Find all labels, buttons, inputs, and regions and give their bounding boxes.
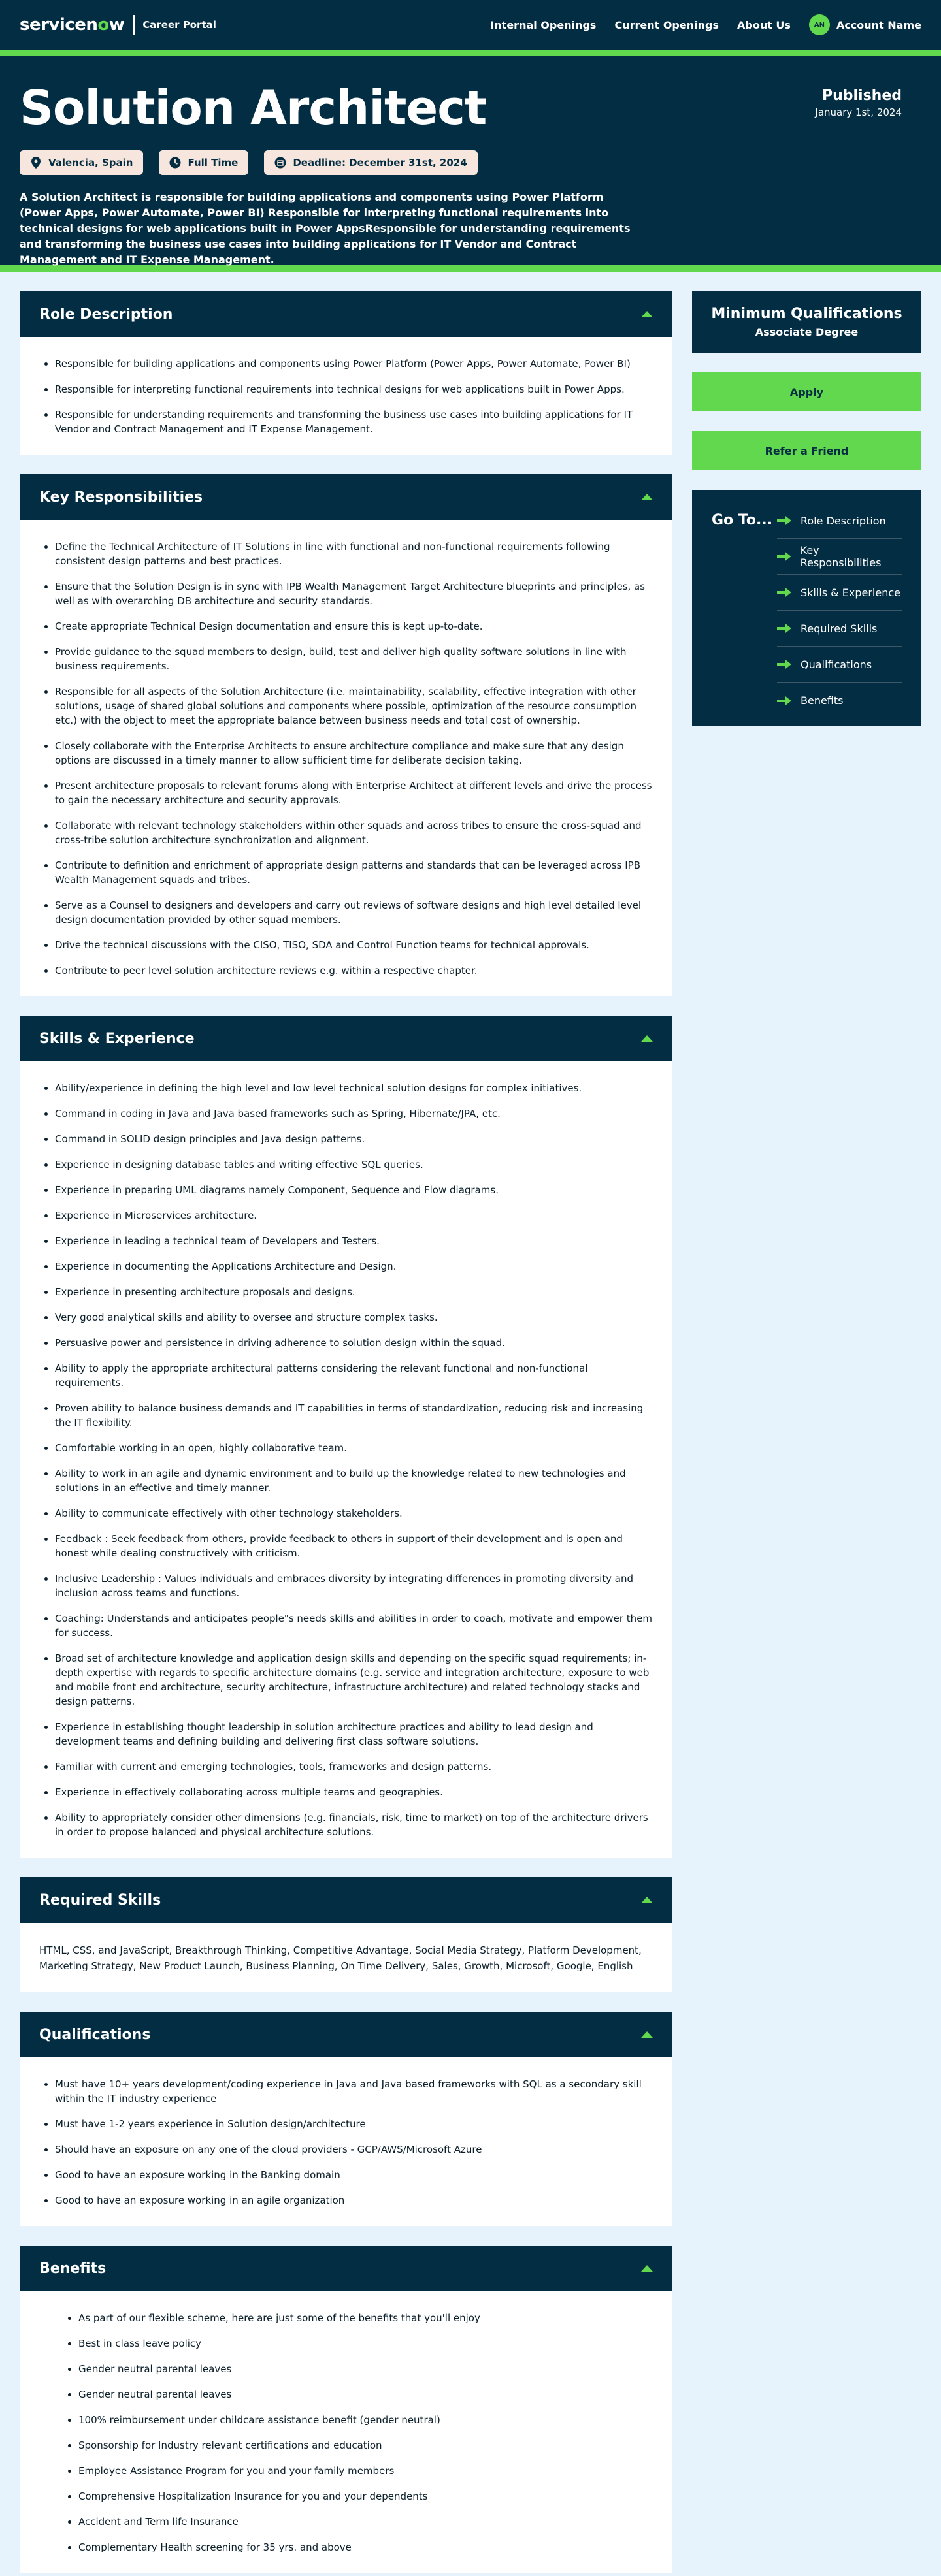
location-text: Valencia, Spain bbox=[48, 156, 133, 169]
arrow-right-icon bbox=[777, 516, 791, 525]
list-item: • Accident and Term life Insurance bbox=[78, 2515, 653, 2529]
sidebar bbox=[692, 291, 921, 726]
list-item: • Experience in documenting the Applications Architecture and Design. bbox=[55, 1259, 653, 1274]
section-title: Skills & Experience bbox=[39, 1030, 195, 1047]
role-list bbox=[39, 357, 653, 436]
list-item: • Contribute to definition and enrichment of appropriate design patterns and standards that can be leveraged across IPB Wealth Management squads and tribes. bbox=[55, 858, 653, 887]
job-chips bbox=[20, 150, 921, 175]
published-block bbox=[815, 88, 902, 118]
list-item: • Responsible for all aspects of the Solution Architecture (i.e. maintainability, scalability, effective integration with other solutions, usage of shared global solutions and components where possible, optimization of the resource consumption etc.) with the object to meet the appropriate balance between business needs and total cost of ownership. bbox=[55, 684, 653, 728]
apply-button[interactable]: Apply bbox=[692, 372, 921, 411]
arrow-right-icon bbox=[777, 552, 791, 561]
list-item: • Experience in presenting architecture proposals and designs. bbox=[55, 1285, 653, 1299]
job-hero bbox=[0, 56, 941, 265]
list-item: • Feedback : Seek feedback from others, provide feedback to others in support of their development and is open and honest while dealing constructively with criticism. bbox=[55, 1532, 653, 1560]
section-header[interactable] bbox=[20, 474, 672, 520]
list-item: • Present architecture proposals to relevant forums along with Enterprise Architect at different levels and drive the process to gain the necessary architecture and security approvals. bbox=[55, 779, 653, 807]
main-column bbox=[20, 291, 672, 2573]
account-name[interactable]: Account Name bbox=[836, 18, 921, 31]
list-item: • Should have an exposure on any one of the cloud providers - GCP/AWS/Microsoft Azure bbox=[55, 2142, 653, 2157]
section-title: Qualifications bbox=[39, 2026, 151, 2043]
goto-label: Qualifications bbox=[801, 658, 872, 671]
list-item: • Familiar with current and emerging technologies, tools, frameworks and design patterns. bbox=[55, 1760, 653, 1774]
nav-about-us[interactable]: About Us bbox=[736, 18, 791, 31]
list-item: • Create appropriate Technical Design documentation and ensure this is kept up-to-date. bbox=[55, 619, 653, 634]
section-header[interactable] bbox=[20, 291, 672, 337]
list-item: • Experience in designing database tables and writing effective SQL queries. bbox=[55, 1157, 653, 1172]
goto-role-description[interactable] bbox=[777, 503, 902, 539]
list-item: • Ability to appropriately consider other dimensions (e.g. financials, risk, time to market) on top of the architecture drivers in order to propose balanced and physical architecture solutions. bbox=[55, 1811, 653, 1839]
list-item: • Must have 1-2 years experience in Solution design/architecture bbox=[55, 2117, 653, 2131]
list-item: • Experience in leading a technical team of Developers and Testers. bbox=[55, 1234, 653, 1248]
list-item: • Gender neutral parental leaves bbox=[78, 2362, 653, 2376]
list-item: • Employee Assistance Program for you and your family members bbox=[78, 2464, 653, 2478]
list-item: • Ability to apply the appropriate architectural patterns considering the relevant functional and non-functional requirements. bbox=[55, 1361, 653, 1390]
goto-label: Key Responsibilities bbox=[800, 544, 882, 569]
list-item: • Proven ability to balance business demands and IT capabilities in terms of standardization, reducing risk and increasing the IT flexibility. bbox=[55, 1401, 653, 1430]
list-item: • Command in coding in Java and Java based frameworks such as Spring, Hibernate/JPA, etc. bbox=[55, 1106, 653, 1121]
published-date: January 1st, 2024 bbox=[815, 106, 902, 118]
chevron-up-icon[interactable] bbox=[641, 2031, 653, 2038]
account-menu[interactable] bbox=[809, 14, 921, 35]
section-header[interactable] bbox=[20, 2246, 672, 2291]
list-item: • Closely collaborate with the Enterprise Architects to ensure architecture compliance and make sure that any design options are discussed in a timely manner to allow sufficient time for deliberate decision taking. bbox=[55, 739, 653, 767]
deadline-chip bbox=[264, 150, 477, 175]
list-item: • Experience in effectively collaborating across multiple teams and geographies. bbox=[55, 1785, 653, 1799]
min-qual-title: Minimum Qualifications bbox=[711, 306, 902, 322]
chevron-up-icon[interactable] bbox=[641, 311, 653, 317]
list-item: • Must have 10+ years development/coding experience in Java and Java based frameworks with SQL as a secondary skill within the IT industry experience bbox=[55, 2077, 653, 2106]
list-item: • Coaching: Understands and anticipates people"s needs skills and abilities in order to coach, motivate and empower them for success. bbox=[55, 1611, 653, 1640]
list-item: • Inclusive Leadership : Values individuals and embraces diversity by integrating differences in promoting diversity and inclusion across teams and functions. bbox=[55, 1571, 653, 1600]
list-item: • Responsible for building applications and components using Power Platform (Power Apps, Power Automate, Power BI) bbox=[55, 357, 653, 371]
section-body bbox=[20, 520, 672, 996]
section-body bbox=[20, 1061, 672, 1858]
section-skills-experience bbox=[20, 1016, 672, 1858]
clock-icon bbox=[169, 157, 181, 169]
page-content bbox=[0, 272, 941, 2573]
list-item: • Broad set of architecture knowledge and application design skills and depending on the specific squad requirements; in-depth expertise with regards to specific architecture domains (e.g. service and integration architecture, exposure to web and mobile front end architecture, security architecture, infrastructure architecture) and related technology stacks and design patterns. bbox=[55, 1651, 653, 1709]
arrow-right-icon bbox=[777, 696, 791, 705]
goto-list bbox=[777, 503, 902, 713]
section-header[interactable] bbox=[20, 1016, 672, 1061]
top-nav-bar bbox=[0, 0, 941, 50]
list-item: • Very good analytical skills and ability to oversee and structure complex tasks. bbox=[55, 1310, 653, 1325]
refer-friend-button[interactable]: Refer a Friend bbox=[692, 431, 921, 470]
brand-divider bbox=[133, 15, 135, 35]
list-item: • Responsible for understanding requirements and transforming the business use cases into building applications for IT Vendor and Contract Management and IT Expense Management. bbox=[55, 408, 653, 436]
section-role-description bbox=[20, 291, 672, 455]
section-qualifications bbox=[20, 2012, 672, 2226]
list-item: • Good to have an exposure working in the Banking domain bbox=[55, 2168, 653, 2182]
qualifications-list bbox=[39, 2077, 653, 2208]
list-item: • Sponsorship for Industry relevant certifications and education bbox=[78, 2438, 653, 2453]
list-item: • Drive the technical discussions with the CISO, TISO, SDA and Control Function teams for technical approvals. bbox=[55, 938, 653, 952]
list-item: • Gender neutral parental leaves bbox=[78, 2387, 653, 2402]
nav-current-openings[interactable]: Current Openings bbox=[614, 18, 719, 31]
chevron-up-icon[interactable] bbox=[641, 2265, 653, 2272]
minimum-qualifications-card bbox=[692, 291, 921, 353]
list-item: • Experience in establishing thought leadership in solution architecture practices and ability to lead design and development teams and defining building and delivering first class software solutions. bbox=[55, 1720, 653, 1748]
skills-list bbox=[39, 1081, 653, 1839]
list-item: • Serve as a Counsel to designers and developers and carry out reviews of software designs and high level detailed level design documentation provided by other squad members. bbox=[55, 898, 653, 927]
list-item: • Experience in preparing UML diagrams namely Component, Sequence and Flow diagrams. bbox=[55, 1183, 653, 1197]
main-nav bbox=[490, 14, 921, 35]
list-item: • Ability to communicate effectively with other technology stakeholders. bbox=[55, 1506, 653, 1521]
goto-benefits[interactable] bbox=[777, 683, 902, 718]
list-item: • Contribute to peer level solution architecture reviews e.g. within a respective chapter. bbox=[55, 963, 653, 978]
published-label: Published bbox=[821, 88, 902, 104]
nav-internal-openings[interactable]: Internal Openings bbox=[490, 18, 597, 31]
goto-label: Skills & Experience bbox=[801, 586, 900, 599]
goto-qualifications[interactable] bbox=[777, 647, 902, 683]
goto-title: Go To... bbox=[712, 512, 773, 528]
section-title: Key Responsibilities bbox=[39, 489, 203, 506]
list-item: • Ability to work in an agile and dynamic environment and to build up the knowledge related to new technologies and solutions in an effective and timely manner. bbox=[55, 1466, 653, 1495]
list-item: • Complementary Health screening for 35 yrs. and above bbox=[78, 2540, 653, 2554]
list-item: • Ability/experience in defining the high level and low level technical solution designs for complex initiatives. bbox=[55, 1081, 653, 1095]
job-type-chip bbox=[159, 150, 248, 175]
arrow-right-icon bbox=[777, 588, 791, 597]
section-title: Benefits bbox=[39, 2260, 107, 2277]
goto-label: Required Skills bbox=[801, 622, 878, 635]
goto-required-skills[interactable] bbox=[777, 611, 902, 647]
goto-label: Role Description bbox=[801, 514, 886, 527]
career-portal-label: Career Portal bbox=[142, 19, 216, 31]
benefits-list bbox=[39, 2311, 653, 2554]
location-chip bbox=[20, 150, 143, 175]
goto-label: Benefits bbox=[801, 694, 844, 707]
min-qual-value: Associate Degree bbox=[755, 326, 859, 338]
goto-key-responsibilities[interactable] bbox=[777, 539, 902, 575]
chevron-up-icon[interactable] bbox=[641, 1035, 653, 1042]
list-item: • Provide guidance to the squad members to design, build, test and deliver high quality software solutions in line with business requirements. bbox=[55, 645, 653, 673]
arrow-right-icon bbox=[777, 624, 791, 633]
goto-nav bbox=[692, 490, 921, 726]
list-item: • 100% reimbursement under childcare assistance benefit (gender neutral) bbox=[78, 2413, 653, 2427]
list-item: • Responsible for interpreting functional requirements into technical designs for web applications built in Power Apps. bbox=[55, 382, 653, 396]
list-item: • Persuasive power and persistence in driving adherence to solution design within the squad. bbox=[55, 1336, 653, 1350]
job-type-text: Full Time bbox=[188, 156, 239, 169]
deadline-text: Deadline: December 31st, 2024 bbox=[293, 156, 467, 169]
arrow-right-icon bbox=[777, 660, 791, 669]
responsibilities-list bbox=[39, 539, 653, 978]
section-header[interactable] bbox=[20, 2012, 672, 2057]
section-body bbox=[20, 2057, 672, 2226]
calendar-icon bbox=[274, 157, 286, 169]
list-item: • Good to have an exposure working in an agile organization bbox=[55, 2193, 653, 2208]
servicenow-logo[interactable]: servicenow bbox=[20, 15, 125, 35]
brand[interactable] bbox=[20, 15, 216, 35]
list-item: • Best in class leave policy bbox=[78, 2336, 653, 2351]
location-pin-icon bbox=[30, 157, 42, 169]
section-required-skills bbox=[20, 1877, 672, 1992]
avatar[interactable]: AN bbox=[809, 14, 830, 35]
required-skills-text: HTML, CSS, and JavaScript, Breakthrough Thinking, Competitive Advantage, Social Media Strategy, Platform Development, Marketing Strategy, New Product Launch, Business Planning, On Time Delivery, Sales, Growth, Microsoft, Google, English bbox=[39, 1944, 642, 1972]
job-title: Solution Architect bbox=[20, 80, 487, 135]
section-key-responsibilities bbox=[20, 474, 672, 996]
goto-skills-experience[interactable] bbox=[777, 575, 902, 611]
section-header[interactable] bbox=[20, 1877, 672, 1923]
section-benefits bbox=[20, 2246, 672, 2573]
list-item: • Comfortable working in an open, highly collaborative team. bbox=[55, 1441, 653, 1455]
job-summary: A Solution Architect is responsible for building applications and components using Power Platform (Power Apps, Power Automate, Power BI) Responsible for interpreting functional requirements into technical designs for web applications built in Power AppsResponsible for understanding requirements and transforming the business use cases into building applications for IT Vendor and Contract Management and IT Expense Management. bbox=[20, 190, 631, 266]
list-item: • Define the Technical Architecture of IT Solutions in line with functional and non-functional requirements following consistent design patterns and best practices. bbox=[55, 539, 653, 568]
list-item: • As part of our flexible scheme, here are just some of the benefits that you'll enjoy bbox=[78, 2311, 653, 2325]
top-accent-bar bbox=[0, 50, 941, 56]
list-item: • Command in SOLID design principles and Java design patterns. bbox=[55, 1132, 653, 1146]
section-body bbox=[20, 1923, 672, 1992]
list-item: • Collaborate with relevant technology stakeholders within other squads and across tribes to ensure the cross-squad and cross-tribe solution architecture synchronization and alignment. bbox=[55, 818, 653, 847]
section-body bbox=[20, 2291, 672, 2573]
list-item: • Ensure that the Solution Design is in sync with IPB Wealth Management Target Architecture blueprints and principles, as well as with overarching DB architecture and security standards. bbox=[55, 579, 653, 608]
list-item: • Comprehensive Hospitalization Insurance for you and your dependents bbox=[78, 2489, 653, 2504]
chevron-up-icon[interactable] bbox=[641, 1897, 653, 1903]
section-body bbox=[20, 337, 672, 455]
section-title: Role Description bbox=[39, 306, 173, 323]
list-item: • Experience in Microservices architecture. bbox=[55, 1208, 653, 1223]
chevron-up-icon[interactable] bbox=[641, 494, 653, 500]
section-title: Required Skills bbox=[39, 1892, 161, 1908]
